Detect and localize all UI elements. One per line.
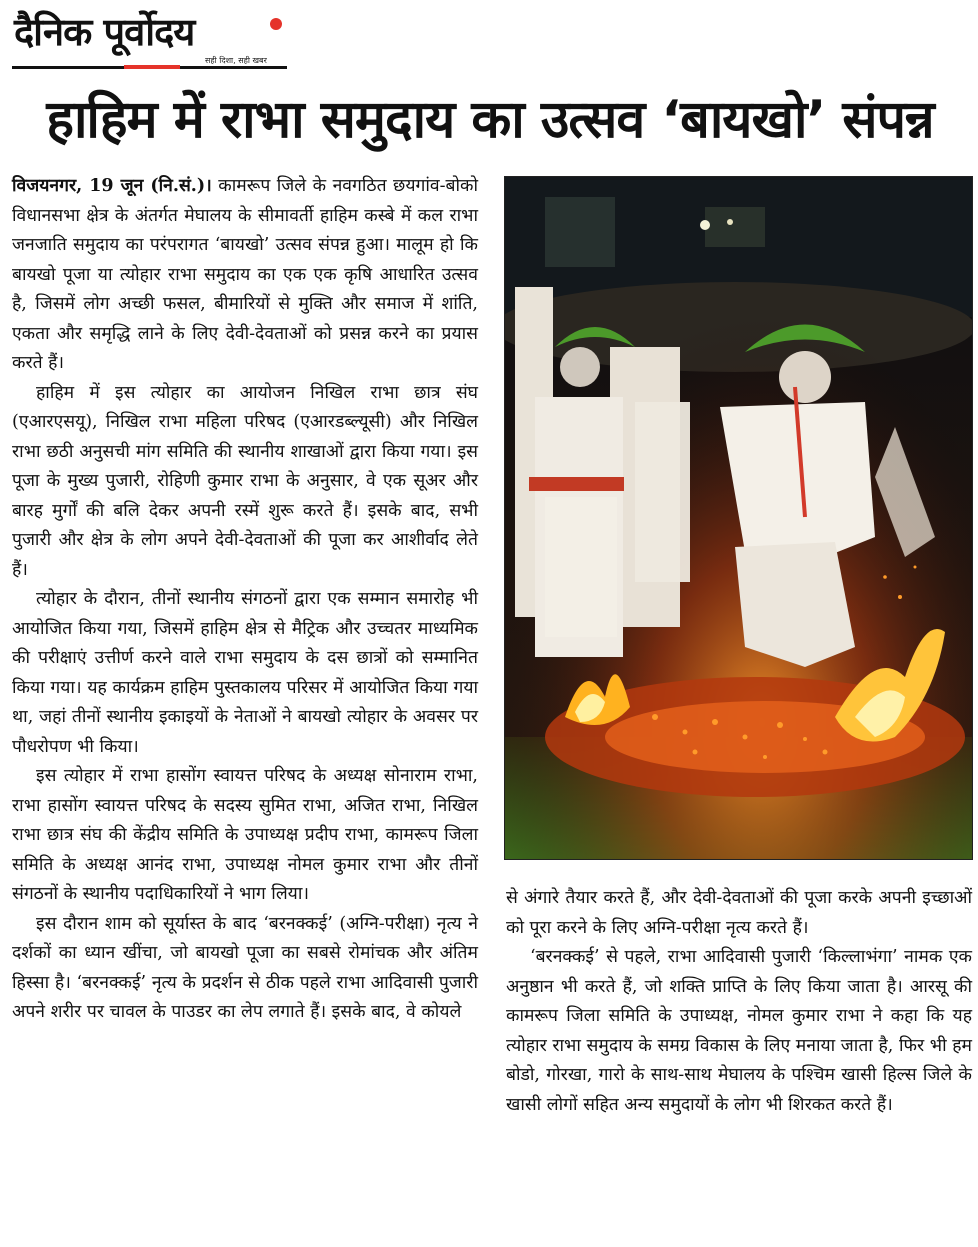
article-paragraph-1-text: कामरूप जिले के नवगठित छयगांव-बोको विधानसभा क्षेत्र के अंतर्गत मेघालय के सीमावर्ती हाहिम कस्बे में कल राभा जनजाति समुदाय का परंपरागत ‘बायखो’ उत्सव संपन्न हुआ। मालूम हो कि बायखो पूजा या त्योहार राभा समुदाय का एक एक कृषि आधारित उत्सव है, जिसमें लोग अच्छी फसल, बीमारियों से मुक्ति और समाज में शांति, एकता और समृद्धि लाने के लिए देवी-देवताओं को प्रसन्न करने का प्रयास करते हैं। xyxy=(12,176,478,373)
article-paragraph-6: से अंगारे तैयार करते हैं, और देवी-देवताओं की पूजा करके अपनी इच्छाओं को पूरा करने के लिए अग्नि-परीक्षा नृत्य करते हैं। xyxy=(506,888,972,938)
article-paragraph-4: इस त्योहार में राभा हासोंग स्वायत्त परिषद के अध्यक्ष सोनाराम राभा, राभा हासोंग स्वायत्त परिषद के सदस्य सुमित राभा, अजित राभा, निखिल राभा छात्र संघ की केंद्रीय समिति के उपाध्यक्ष प्रदीप राभा, कामरूप जिला समिति के अध्यक्ष आनंद राभा, उपाध्यक्ष नोमल कुमार राभा और तीनों संगठनों के स्थानीय पदाधिकारियों ने भाग लिया। xyxy=(12,766,478,904)
article-paragraph-7: ‘बरनक्कई’ से पहले, राभा आदिवासी पुजारी ‘किल्लाभंगा’ नामक एक अनुष्ठान भी करते हैं, जो शक्ति प्राप्ति के लिए किया जाता है। आरसू की कामरूप जिला समिति के उपाध्यक्ष, नोमल कुमार राभा ने कहा कि यह त्योहार राभा समुदाय के समग्र विकास के लिए मनाया जाता है, फिर भी हम बोडो, गोरखा, गारो के साथ-साथ मेघालय के पश्चिम खासी हिल्स जिले के खासी लोगों सहित अन्य समुदायों के लोग भी शिरकत करते हैं। xyxy=(506,947,972,1115)
article-paragraph-3: त्योहार के दौरान, तीनों स्थानीय संगठनों द्वारा एक सम्मान समारोह भी आयोजित किया गया, जिसमें हाहिम क्षेत्र से मैट्रिक और उच्चतर माध्यमिक की परीक्षाएं उत्तीर्ण करने वाले राभा समुदाय के दस छात्रों को सम्मानित किया गया। यह कार्यक्रम हाहिम पुस्तकालय परिसर में आयोजित किया गया था, जहां तीनों स्थानीय इकाइयों के नेताओं ने बायखो त्योहार के अवसर पर पौधरोपण भी किया। xyxy=(12,589,478,757)
masthead xyxy=(12,8,287,70)
dateline: विजयनगर, 19 जून (नि.सं.)। xyxy=(12,176,212,196)
article-paragraph-5: इस दौरान शाम को सूर्यास्त के बाद ‘बरनक्कई’ (अग्नि-परीक्षा) नृत्य ने दर्शकों का ध्यान खींचा, जो बायखो पूजा का सबसे रोमांचक और अंतिम हिस्सा है। ‘बरनक्कई’ नृत्य के प्रदर्शन से ठीक पहले राभा आदिवासी पुजारी अपने शरीर पर चावल के पाउडर का लेप लगाते हैं। इसके बाद, वे कोयले xyxy=(12,913,478,1022)
article-paragraph-1 xyxy=(12,172,478,379)
article-right-column xyxy=(506,884,972,1234)
masthead-rule-accent xyxy=(124,65,180,69)
masthead-title: दैनिक पूर्वोदय xyxy=(14,10,195,54)
article-left-column xyxy=(12,172,478,1242)
headline: हाहिम में राभा समुदाय का उत्सव ‘बायखो’ संपन्न xyxy=(46,90,934,150)
masthead-rule xyxy=(12,66,287,69)
article-photo-fire-dance xyxy=(504,176,973,860)
article-paragraph-2: हाहिम में इस त्योहार का आयोजन निखिल राभा छात्र संघ (एआरएसयू), निखिल राभा महिला परिषद (एआरडब्ल्यूसी) और निखिल राभा छठी अनुसची मांग समिति की स्थानीय शाखाओं द्वारा किया गया। इस पूजा के मुख्य पुजारी, रोहिणी कुमार राभा के अनुसार, वे एक सूअर और बारह मुर्गों की बलि देकर अपनी रस्में शुरू करते हैं। इसके बाद, सभी पुजारी और क्षेत्र के लोग अपने देवी-देवताओं की पूजा कर आशीर्वाद लेते हैं। xyxy=(12,382,478,580)
masthead-tagline: सही दिशा, सही खबर xyxy=(205,56,267,65)
masthead-sun-icon xyxy=(270,18,282,30)
